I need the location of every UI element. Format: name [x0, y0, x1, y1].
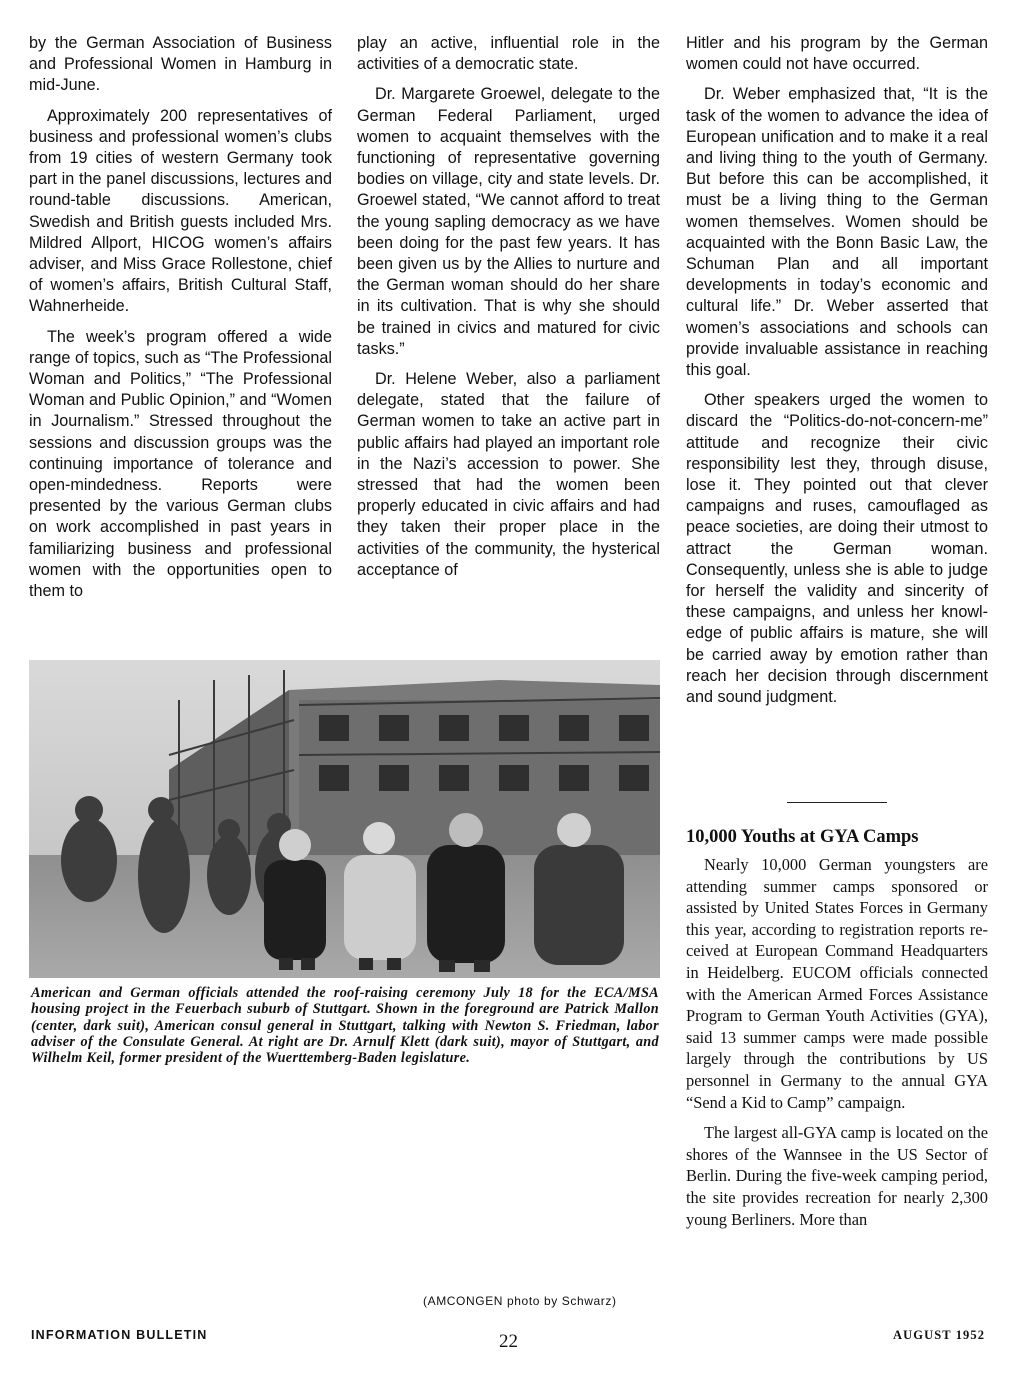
col3-paragraph-1: Hitler and his program by the German women could not have occurred.: [686, 34, 988, 74]
gya-article: [686, 826, 988, 1239]
footer-publication: INFORMATION BULLETIN: [31, 1328, 208, 1342]
news-photo: [29, 660, 660, 978]
gya-paragraph-2: The largest all-GYA camp is located on the shores of the Wannsee in the US Sector of Berlin. During the five-week camping period, the site provides recreation for nearly 2,300 young Berliners. More than: [686, 1123, 988, 1229]
photo-illustration: [29, 660, 660, 978]
column-2: [357, 33, 660, 590]
article-headline: 10,000 Youths at GYA Camps: [686, 827, 919, 847]
page-number: 22: [499, 1331, 518, 1352]
gya-paragraph-1: Nearly 10,000 German youngsters are attending summer camps sponsored or assisted by United States Forces in Germany this year, according to registration reports received at European Command Headquarters in Heidelberg. EUCOM officials connected with the American Armed Forces Assistance Program to German Youth Activities (GYA), said 13 summer camps were made possible largely through the contributions by US personnel in Germany to the annual GYA “Send a Kid to Camp” campaign.: [686, 855, 988, 1112]
footer-date: AUGUST 1952: [893, 1328, 986, 1342]
photo-caption: American and German officials attended the roof-raising ceremony July 18 for the ECA/MSA housing project in the Feuerbach suburb of Stuttgart. Shown in the foreground are Patrick Mallon (center, dark suit), American consul general in Stuttgart, talking with Newton S. Friedman, labor adviser of the Consulate General. At right are Dr. Arnulf Klett (dark suit), mayor of Stuttgart, and Wilhelm Keil, former president of the Wuerttemberg-Baden legislature.: [31, 985, 659, 1067]
photo-credit: (AMCONGEN photo by Schwarz): [423, 1294, 617, 1308]
col2-paragraph-3: Dr. Helene Weber, also a parliament delegate, stated that the failure of German women to take an active part in public affairs had played an important role in the Nazi’s accession to power. She stressed that had the women been properly educated in civic affairs and had they taken their proper place in the activities of the community, the hysterical acceptance of: [357, 370, 660, 579]
column-3: [686, 33, 988, 717]
column-1: [29, 33, 332, 611]
col3-paragraph-2: Dr. Weber emphasized that, “It is the task of the women to advance the idea of European unification and to make it a real and living thing to the youth of Germany. But before this can be accomplished, it must be a living thing to the German women themselves. Women should be acquainted with the Bonn Basic Law, the Schuman Plan and all important developments in today’s economic and cultural life.” Dr. Weber asserted that women’s associations and schools can provide invaluable assistance in reaching this goal.: [686, 85, 988, 380]
col1-paragraph-3: The week’s program offered a wide range of topics, such as “The Professional Woman and Politics,” “The Professional Woman and Public Opinion,” and “Women in Journalism.” Stressed throughout the sessions and discussion groups was the continuing importance of tolerance and open-mindedness. Reports were presented by the various German clubs on work accomplished in past years in familiarizing business and professional women with the opportunities open to them to: [29, 327, 332, 601]
col1-paragraph-2: Approximately 200 representatives of business and professional women’s clubs from 19 cities of western Germany took part in the panel discussions, lectures and round-table discussions. American, Swedish and British guests included Mrs. Mildred Allport, HICOG women’s affairs adviser, and Miss Grace Rollestone, chief of women’s affairs, British Cultural Staff, Wahnerheide.: [29, 106, 332, 316]
section-divider: [787, 802, 887, 803]
col1-paragraph-1: by the German Association of Business and Professional Women in Hamburg in mid-June.: [29, 34, 332, 95]
col3-paragraph-3: Other speakers urged the women to discard the “Politics-do-not-concern-me” attitude and recognize their civic responsibility lest they, through disuse, lose it. They pointed out that clever campaigns and ruses, camouflaged as peace societies, are doing their utmost to attract the German woman. Consequently, unless she is able to judge for herself the validity and sincerity of these campaigns, and unless her knowledge of public affairs is mature, she will be carried away by emotion rather than reach her decision through discernment and sound judgment.: [686, 391, 988, 707]
col2-paragraph-1: play an active, influential role in the activities of a democratic state.: [357, 34, 660, 74]
col2-paragraph-2: Dr. Margarete Groewel, delegate to the German Federal Parliament, urged women to acquaint themselves with the functioning of representative governing bodies on village, city and state levels. Dr. Groewel stated, “We cannot afford to treat the young sapling democracy as we have been doing for the past few years. It has been given us by the Allies to nurture and the German woman should do her share in its cultivation. That is why she should be trained in civics and matured for civic tasks.”: [357, 85, 660, 358]
